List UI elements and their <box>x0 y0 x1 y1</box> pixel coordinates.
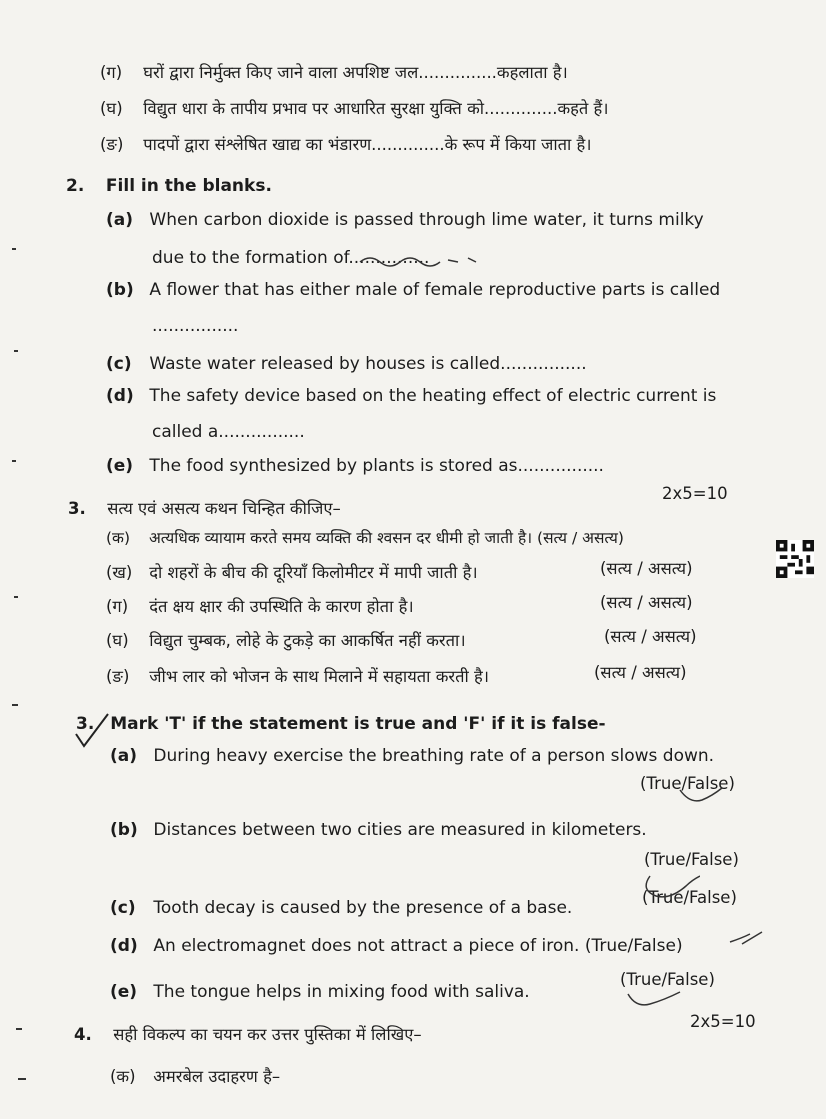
handwriting-scribble-icon <box>728 928 768 948</box>
item-label: (d) <box>110 936 138 956</box>
item-label: (घ) <box>106 631 129 650</box>
handwriting-scribble-icon <box>626 990 686 1012</box>
true-false-item <box>106 664 489 687</box>
question-heading <box>76 714 606 734</box>
item-label: (ग) <box>106 597 129 616</box>
question-title: सत्य एवं असत्य कथन चिन्हित कीजिए– <box>107 499 341 518</box>
choice-text: (True/False) <box>642 888 737 907</box>
item-text: अत्यधिक व्यायाम करते समय व्यक्ति की श्वसन दर धीमी हो जाती है। <box>148 529 533 547</box>
item-text: The food synthesized by plants is stored as................ <box>149 456 604 476</box>
item-text: दो शहरों के बीच की दूरियाँ किलोमीटर में मापी जाती है। <box>149 563 478 582</box>
item-text: अमरबेल उदाहरण है– <box>153 1067 281 1086</box>
handwriting-scribble-icon <box>676 786 726 806</box>
fill-item-continuation <box>152 422 305 442</box>
question-number: 3. <box>68 499 86 518</box>
item-label: (ङ) <box>106 667 130 686</box>
item-text: Waste water released by houses is called................ <box>149 354 587 374</box>
question-heading <box>66 176 272 196</box>
question-heading <box>74 1022 422 1045</box>
item-label: (ख) <box>106 563 133 582</box>
item-text: जीभ लार को भोजन के साथ मिलाने में सहायता करती है। <box>149 667 490 686</box>
item-label: (क) <box>106 529 130 547</box>
margin-speck <box>14 350 18 352</box>
item-label: (e) <box>106 456 134 476</box>
item-text: The tongue helps in mixing food with saliva. <box>153 982 530 1002</box>
item-label: (e) <box>110 982 138 1002</box>
item-label: (घ) <box>100 99 123 118</box>
true-false-item <box>110 898 572 918</box>
true-false-item <box>110 936 683 956</box>
hindi-fill-item <box>100 60 568 83</box>
fill-item <box>106 210 704 230</box>
choice-text: (सत्य / असत्य) <box>600 559 693 578</box>
margin-speck <box>12 704 18 706</box>
item-text: Distances between two cities are measured in kilometers. <box>153 820 647 840</box>
choice-text: (सत्य / असत्य) <box>604 627 697 646</box>
qr-code-icon <box>775 540 815 578</box>
question-heading <box>68 496 341 519</box>
item-text: Tooth decay is caused by the presence of a base. <box>153 898 573 918</box>
item-text: called a................ <box>152 422 305 442</box>
true-false-item <box>106 560 478 583</box>
choice-text: (सत्य / असत्य) <box>537 529 624 547</box>
item-text: When carbon dioxide is passed through lime water, it turns milky <box>149 210 704 230</box>
item-label: (c) <box>106 354 132 374</box>
item-text: घरों द्वारा निर्मुक्त किए जाने वाला अपशिष्ट जल...............कहलाता है। <box>143 63 568 82</box>
fill-item <box>106 386 716 406</box>
item-text: विद्युत धारा के तापीय प्रभाव पर आधारित सुरक्षा युक्ति को..............कहते हैं। <box>143 99 609 118</box>
question-title: सही विकल्प का चयन कर उत्तर पुस्तिका में लिखिए– <box>113 1025 422 1044</box>
question-number: 4. <box>74 1025 92 1044</box>
item-label: (b) <box>110 820 138 840</box>
item-label: (ङ) <box>100 135 124 154</box>
choice-text: (True/False) <box>620 970 715 989</box>
item-text: The safety device based on the heating effect of electric current is <box>149 386 717 406</box>
fill-item <box>106 354 587 374</box>
item-text: विद्युत चुम्बक, लोहे के टुकड़े का आकर्षित नहीं करता। <box>149 631 466 650</box>
true-false-item <box>110 820 647 840</box>
item-text: due to the formation of............... <box>152 248 430 268</box>
margin-speck <box>14 596 18 598</box>
hindi-fill-item <box>100 96 609 119</box>
item-text: पादपों द्वारा संश्लेषित खाद्य का भंडारण..............के रूप में किया जाता है। <box>143 135 592 154</box>
true-false-item <box>110 982 530 1002</box>
fill-item-continuation <box>152 316 238 336</box>
question-title: Mark 'T' if the statement is true and 'F' if it is false- <box>110 714 606 734</box>
choice-text: (True/False) <box>644 850 739 869</box>
item-label: (c) <box>110 898 136 918</box>
item-text: An electromagnet does not attract a piece of iron. <box>153 936 580 956</box>
handwriting-scribble-icon <box>358 250 498 270</box>
true-false-item <box>106 526 624 548</box>
choice-text: (True/False) <box>584 936 683 956</box>
margin-speck <box>12 248 16 250</box>
fill-item <box>106 280 720 300</box>
choice-text: (True/False) <box>640 774 735 793</box>
choice-text: (सत्य / असत्य) <box>600 593 693 612</box>
question-number: 2. <box>66 176 85 196</box>
choice-text: (सत्य / असत्य) <box>594 663 687 682</box>
item-label: (ग) <box>100 63 123 82</box>
marks-label: 2x5=10 <box>690 1012 756 1031</box>
item-text: दंत क्षय क्षार की उपस्थिति के कारण होता है। <box>149 597 414 616</box>
true-false-item <box>110 746 714 766</box>
margin-speck <box>18 1078 26 1080</box>
fill-item <box>106 456 604 476</box>
item-label: (d) <box>106 386 134 406</box>
margin-speck <box>12 460 16 462</box>
item-label: (a) <box>110 746 138 766</box>
margin-speck <box>16 1028 22 1030</box>
question-number: 3. <box>76 714 95 734</box>
mcq-item <box>110 1064 280 1087</box>
item-label: (क) <box>110 1067 136 1086</box>
item-text: A flower that has either male of female reproductive parts is called <box>149 280 721 300</box>
tick-mark-icon <box>72 710 112 750</box>
item-text: During heavy exercise the breathing rate of a person slows down. <box>153 746 715 766</box>
marks-label: 2x5=10 <box>662 484 728 503</box>
item-text: ................ <box>152 316 239 336</box>
item-label: (a) <box>106 210 134 230</box>
item-label: (b) <box>106 280 134 300</box>
question-title: Fill in the blanks. <box>105 176 272 196</box>
true-false-item <box>106 628 466 651</box>
handwriting-scribble-icon <box>640 872 700 902</box>
hindi-fill-item <box>100 132 592 155</box>
true-false-item <box>106 594 414 617</box>
